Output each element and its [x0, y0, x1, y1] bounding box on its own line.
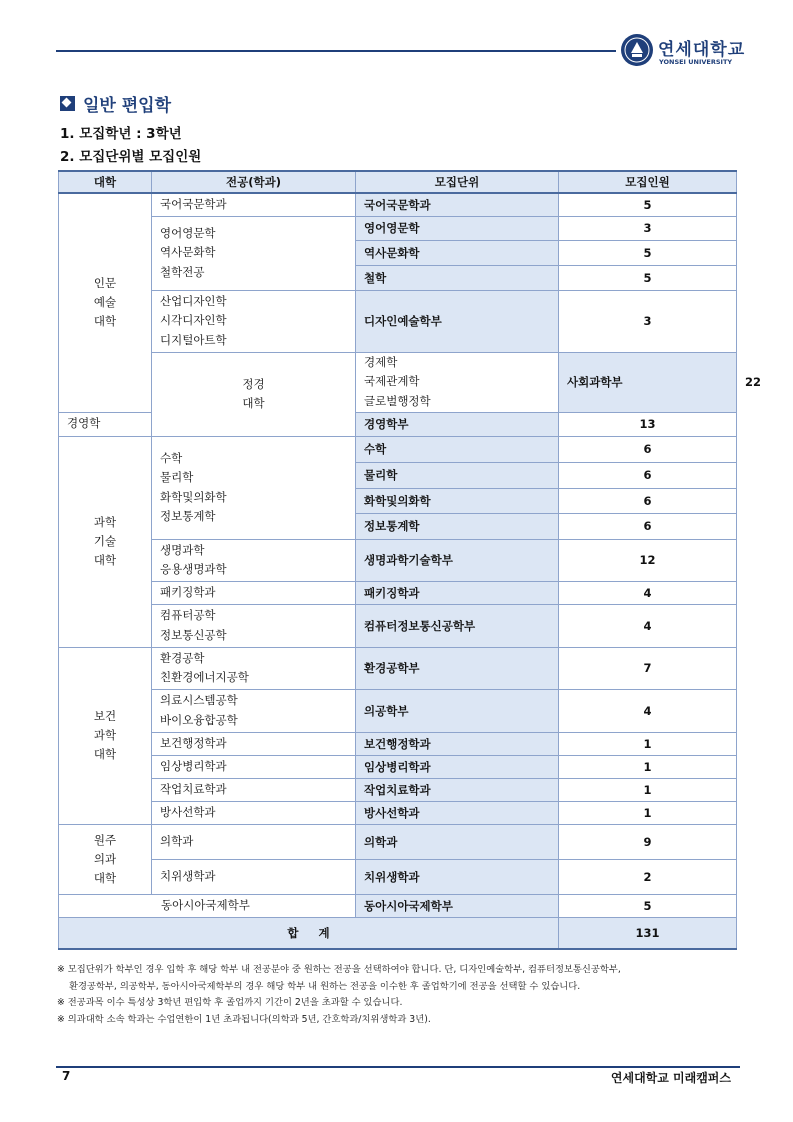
unit-cell: 패키징학과 — [356, 581, 559, 604]
unit-cell: 디자인예술학부 — [356, 290, 559, 352]
department-cell: 보건행정학과 — [152, 732, 356, 755]
count-cell: 4 — [559, 581, 737, 604]
table-row — [59, 824, 737, 859]
table-row — [59, 539, 737, 581]
count-cell: 6 — [559, 488, 737, 513]
table-row: 정경 대학 경제학 국제관계학 글로벌행정학 사회과학부 22 — [59, 352, 737, 412]
header-college: 대학 — [59, 171, 152, 193]
unit-cell: 치위생학과 — [356, 859, 559, 894]
count-cell: 4 — [559, 604, 737, 647]
count-cell: 5 — [559, 894, 737, 917]
count-cell: 7 — [559, 647, 737, 689]
unit-cell: 영어영문학 — [356, 216, 559, 240]
unit-cell: 사회과학부 — [559, 352, 737, 412]
count-cell: 3 — [559, 290, 737, 352]
department-cell: 방사선학과 — [152, 801, 356, 824]
table-row — [59, 801, 737, 824]
unit-cell: 컴퓨터정보통신공학부 — [356, 604, 559, 647]
unit-cell: 작업치료학과 — [356, 778, 559, 801]
table-row — [59, 647, 737, 689]
department-cell: 컴퓨터공학 정보통신공학 — [152, 604, 356, 647]
header-major: 전공(학과) — [152, 171, 356, 193]
diamond-bullet-icon — [60, 96, 75, 111]
table-row — [59, 894, 737, 917]
department-cell: 국어국문학과 — [152, 193, 356, 216]
unit-cell: 수학 — [356, 436, 559, 462]
table-row — [59, 290, 737, 352]
unit-cell: 동아시아국제학부 — [356, 894, 559, 917]
table-row — [59, 778, 737, 801]
unit-cell: 보건행정학과 — [356, 732, 559, 755]
count-cell: 3 — [559, 216, 737, 240]
department-cell: 의학과 — [152, 824, 356, 859]
count-cell: 6 — [559, 436, 737, 462]
table-row — [59, 604, 737, 647]
college-cell: 원주 의과 대학 — [59, 824, 152, 894]
count-cell: 4 — [559, 689, 737, 732]
count-cell: 12 — [559, 539, 737, 581]
logo-name: 연세대학교 — [658, 40, 746, 60]
college-cell: 보건 과학 대학 — [59, 647, 152, 824]
unit-cell: 의공학부 — [356, 689, 559, 732]
footnote: ※ 의과대학 소속 학과는 수업연한이 1년 초과됩니다(의학과 5년, 간호학과/치위생학과 3년). — [57, 1013, 431, 1025]
table-row — [59, 689, 737, 732]
footnote: ※ 전공과목 이수 특성상 3학년 편입학 후 졸업까지 기간이 2년을 초과할 수 있습니다. — [57, 997, 403, 1008]
count-cell: 9 — [559, 824, 737, 859]
unit-cell: 화학및의화학 — [356, 488, 559, 513]
count-cell: 1 — [559, 801, 737, 824]
yonsei-emblem-icon — [620, 33, 654, 67]
table-row — [59, 193, 737, 216]
header-count: 모집인원 — [559, 171, 737, 193]
department-cell: 경영학 — [59, 412, 152, 436]
count-cell: 1 — [559, 778, 737, 801]
count-cell: 13 — [559, 412, 737, 436]
count-cell: 5 — [559, 240, 737, 265]
university-logo — [616, 33, 746, 73]
department-cell: 경제학 국제관계학 글로벌행정학 — [356, 352, 559, 412]
unit-cell: 환경공학부 — [356, 647, 559, 689]
department-cell: 산업디자인학 시각디자인학 디지털아트학 — [152, 290, 356, 352]
logo-english-name: YONSEI UNIVERSITY — [659, 58, 733, 66]
department-cell: 생명과학 응용생명과학 — [152, 539, 356, 581]
department-cell: 의료시스템공학 바이오융합공학 — [152, 689, 356, 732]
footnote: ※ 모집단위가 학부인 경우 입학 후 해당 학부 내 전공분야 중 원하는 전공을 선택하여야 합니다. 단, 디자인예술학부, 컴퓨터정보통신공학부, — [57, 964, 621, 975]
unit-cell: 방사선학과 — [356, 801, 559, 824]
unit-cell: 철학 — [356, 265, 559, 290]
count-cell: 5 — [559, 265, 737, 290]
unit-cell: 국어국문학과 — [356, 193, 559, 216]
footer-rule — [56, 1066, 740, 1068]
footnotes — [57, 962, 621, 1028]
unit-cell: 정보통계학 — [356, 513, 559, 539]
count-cell: 1 — [559, 755, 737, 778]
department-cell: 수학 물리학 화학및의화학 정보통계학 — [152, 436, 356, 539]
unit-cell: 경영학부 — [356, 412, 559, 436]
department-cell: 작업치료학과 — [152, 778, 356, 801]
count-cell: 6 — [559, 462, 737, 488]
department-cell: 패키징학과 — [152, 581, 356, 604]
table-row — [59, 755, 737, 778]
footnote: 환경공학부, 의공학부, 동아시아국제학부의 경우 해당 학부 내 원하는 전공을 이수한 후 졸업학기에 전공을 선택할 수 있습니다. — [69, 980, 581, 992]
department-cell: 환경공학 친환경에너지공학 — [152, 647, 356, 689]
table-row — [59, 216, 737, 240]
department-cell: 치위생학과 — [152, 859, 356, 894]
department-cell: 영어영문학 역사문화학 철학전공 — [152, 216, 356, 290]
table-row — [59, 732, 737, 755]
table-row — [59, 859, 737, 894]
department-cell: 임상병리학과 — [152, 755, 356, 778]
table-row — [59, 581, 737, 604]
college-cell: 정경 대학 — [152, 352, 356, 436]
department-cell: 동아시아국제학부 — [59, 894, 356, 917]
heading-grade: 1. 모집학년 : 3학년 — [60, 126, 182, 142]
total-row — [59, 917, 737, 949]
table-row — [59, 436, 737, 462]
header-rule — [56, 50, 616, 52]
unit-cell: 역사문화학 — [356, 240, 559, 265]
footer-title: 연세대학교 미래캠퍼스 — [610, 1071, 731, 1085]
unit-cell: 물리학 — [356, 462, 559, 488]
count-cell: 1 — [559, 732, 737, 755]
header-unit: 모집단위 — [356, 171, 559, 193]
unit-cell: 임상병리학과 — [356, 755, 559, 778]
unit-cell: 의학과 — [356, 824, 559, 859]
college-cell: 인문 예술 대학 — [59, 193, 152, 412]
heading-quota: 2. 모집단위별 모집인원 — [60, 149, 202, 165]
table-header-row — [59, 171, 737, 193]
total-label: 합 계 — [59, 917, 559, 949]
section-title-text: 일반 편입학 — [83, 96, 172, 116]
unit-cell: 생명과학기술학부 — [356, 539, 559, 581]
page-number: 7 — [62, 1069, 71, 1083]
count-cell: 5 — [559, 193, 737, 216]
count-cell: 2 — [559, 859, 737, 894]
total-value: 131 — [559, 917, 737, 949]
college-cell: 과학 기술 대학 — [59, 436, 152, 647]
section-title — [60, 91, 171, 116]
count-cell: 6 — [559, 513, 737, 539]
quota-table — [58, 170, 762, 950]
